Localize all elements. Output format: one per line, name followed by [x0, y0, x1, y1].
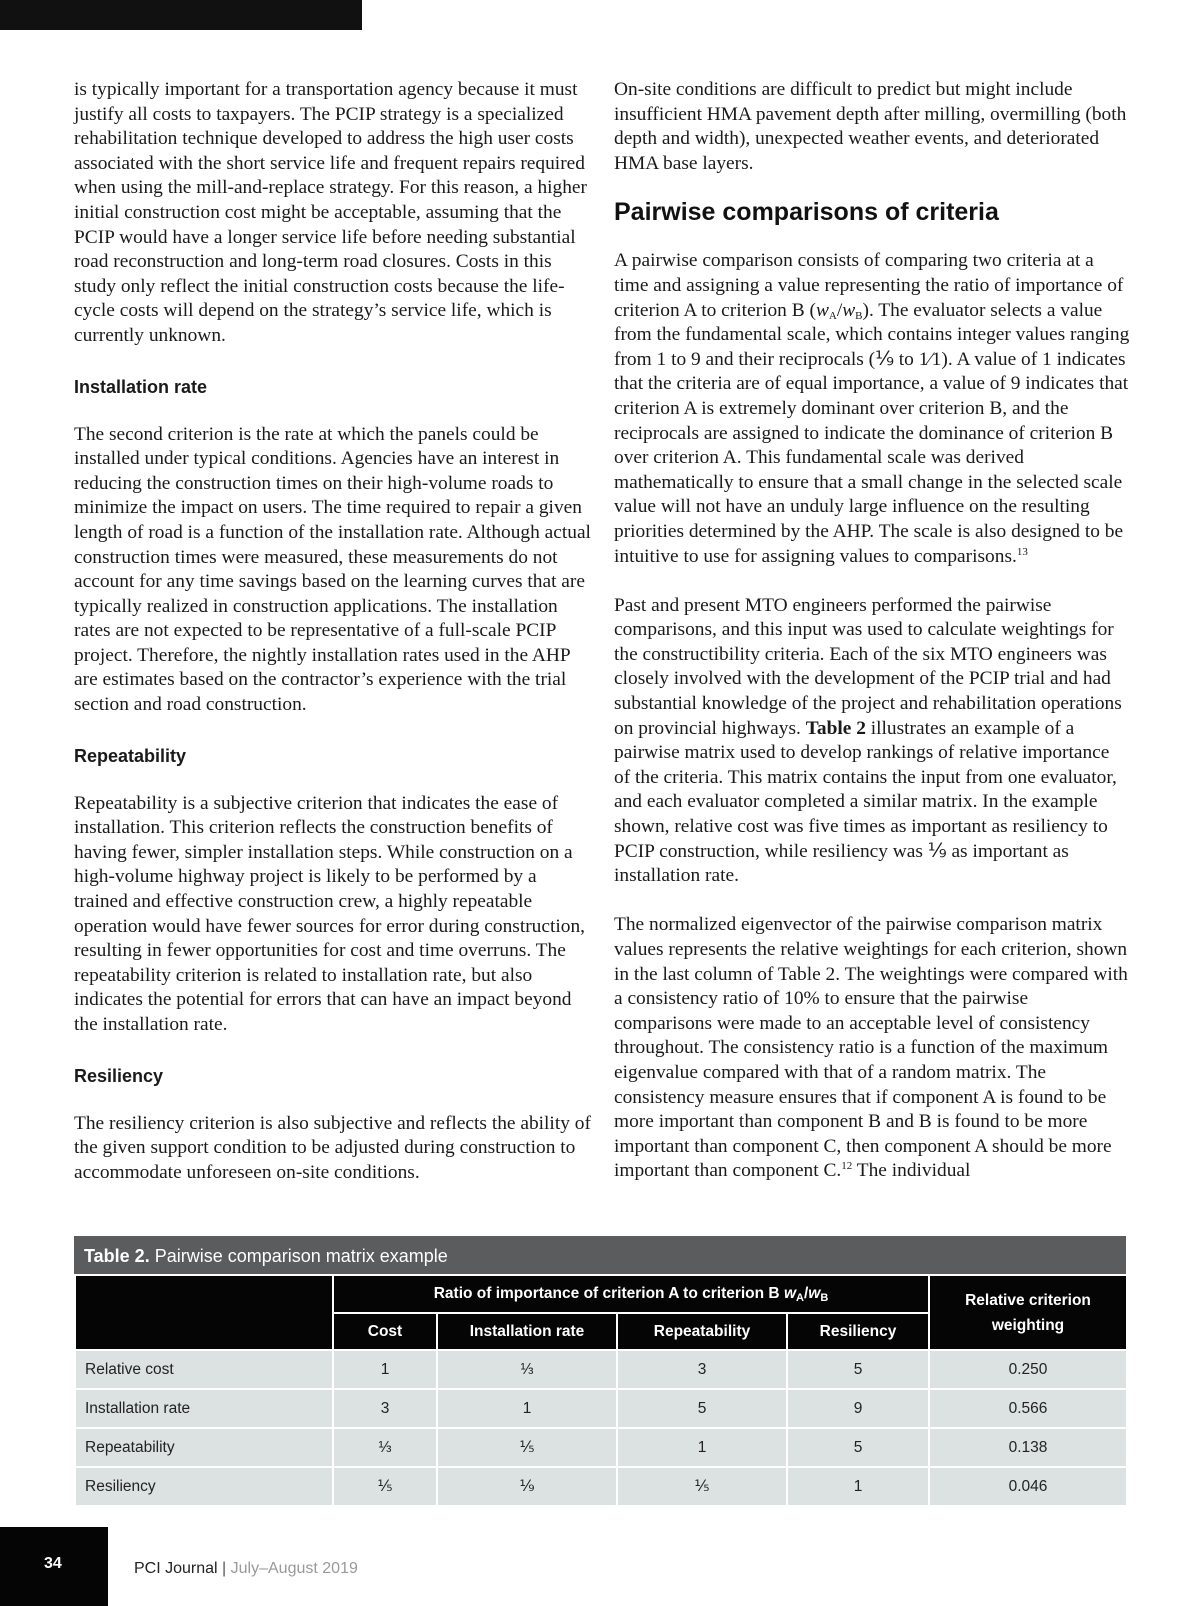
paragraph: is typically important for a transportation agency because it must justify all costs to taxpayers. The PCIP strategy is a specialized rehabilitation technique developed to address the high user costs associated with the short service life and frequent repairs required when using the mill-and-replace strategy. For this reason, a higher initial construction cost might be acceptable, assuming that the PCIP would have a longer service life before needing substantial road reconstruction and long-term road closures. Costs in this study only reflect the initial construction costs because the life-cycle costs will depend on the strategy’s service life, which is currently unknown. [74, 79, 587, 346]
header-bar [0, 0, 362, 30]
paragraph: Past and present MTO engineers performed the pairwise comparisons, and this input was used to calculate weightings for the constructibility criteria. Each of the six MTO engineers was closely involved with the development of the PCIP trial and had substantial knowledge of the project and rehabilitation operations on provincial highways. Table 2 illustrates an example of a pairwise matrix used to develop rankings of relative importance of the criteria. This matrix contains the input from one evaluator, and each evaluator completed a similar matrix. In the example shown, relative cost was five times as important as resiliency to PCIP construction, while resiliency was ⅑ as important as installation rate. [614, 594, 1122, 887]
paragraph: The resiliency criterion is also subjective and reflects the ability of the given support condition to be adjusted during construction to accommodate unforeseen on-site conditions. [74, 1112, 591, 1183]
column-header: Cost [333, 1313, 437, 1350]
table-cell: ⅕ [333, 1467, 437, 1506]
page-number-box [0, 1527, 108, 1606]
table-row [75, 1428, 1127, 1467]
footer [134, 1560, 358, 1578]
table-cell: 9 [787, 1389, 929, 1428]
table-cell: 1 [437, 1389, 617, 1428]
journal-name: PCI Journal [134, 1560, 218, 1577]
table-cell: 1 [787, 1467, 929, 1506]
table-cell: 1 [333, 1350, 437, 1389]
row-label: Installation rate [75, 1389, 333, 1428]
table-cell: ⅓ [333, 1428, 437, 1467]
subheading-installation-rate: Installation rate [74, 376, 208, 397]
page-number: 34 [44, 1555, 62, 1572]
group-header: Ratio of importance of criterion A to criterion B $w_A/w_B$ [333, 1275, 929, 1313]
weight-header: Relative criterion weighting [929, 1275, 1127, 1350]
table-row [75, 1350, 1127, 1389]
subheading-repeatability: Repeatability [74, 745, 187, 766]
table-cell: 3 [333, 1389, 437, 1428]
table-cell: 5 [617, 1389, 787, 1428]
section-heading: Pairwise comparisons of criteria [614, 198, 999, 227]
column-header: Repeatability [617, 1313, 787, 1350]
paragraph: The normalized eigenvector of the pairwise comparison matrix values represents the relative weightings for each criterion, shown in the last column of Table 2. The weightings were compared with a consistency ratio of 10% to ensure that the pairwise comparisons were made to an acceptable level of consistency throughout. The consistency ratio is a function of the maximum eigenvalue compared with that of a random matrix. The consistency measure ensures that if component A is found to be more important than component B and B is found to be more important than component C, then component A should be more important than component C.$^{12}$ The individual [614, 914, 1128, 1182]
table-cell: 3 [617, 1350, 787, 1389]
table-cell: 1 [617, 1428, 787, 1467]
table-row [75, 1389, 1127, 1428]
table-cell: ⅕ [617, 1467, 787, 1506]
table-cell: ⅑ [437, 1467, 617, 1506]
column-header: Installation rate [437, 1313, 617, 1350]
row-label: Repeatability [75, 1428, 333, 1467]
table-caption: Table 2. Pairwise comparison matrix example [74, 1236, 1126, 1274]
table-2 [74, 1236, 1126, 1507]
table-reference: Table 2 [805, 717, 866, 739]
column-header: Resiliency [787, 1313, 929, 1350]
corner-header [75, 1275, 333, 1350]
table-row [75, 1467, 1127, 1506]
row-label: Resiliency [75, 1467, 333, 1506]
paragraph: Repeatability is a subjective criterion that indicates the ease of installation. This criterion reflects the construction benefits of having fewer, simpler installation steps. While construction on a high-volume highway project is likely to be performed by a trained and effective construction crew, a highly repeatable operation would have fewer sources for error during construction, resulting in fewer opportunities for cost and time overruns. The repeatability criterion is related to installation rate, but also indicates the potential for errors that can have an impact beyond the installation rate. [74, 792, 585, 1035]
citation-12: 12 [841, 1160, 853, 1173]
row-label: Relative cost [75, 1350, 333, 1389]
table-cell: 5 [787, 1428, 929, 1467]
subheading-resiliency: Resiliency [74, 1065, 164, 1086]
footer-separator: | [222, 1560, 227, 1577]
pairwise-matrix-table [74, 1274, 1128, 1507]
table-cell: ⅕ [437, 1428, 617, 1467]
paragraph: The second criterion is the rate at which the panels could be installed under typical conditions. Agencies have an interest in reducing the construction times on their high-volume roads to minimize the impact on users. The time required to repair a given length of road is a function of the installation rate. Although actual construction times were measured, these measurements do not account for any time savings based on the learning curves that are typically realized in construction applications. The installation rates are not expected to be representative of a full-scale PCIP project. Therefore, the nightly installation rates used in the AHP are estimates based on the contractor’s experience with the trial section and road construction. [74, 423, 591, 716]
issue-date: July–August 2019 [230, 1560, 358, 1577]
weight-cell: 0.566 [929, 1389, 1127, 1428]
weight-cell: 0.138 [929, 1428, 1127, 1467]
paragraph: On-site conditions are difficult to predict but might include insufficient HMA pavement depth after milling, overmilling (both depth and width), unexpected weather events, and deteriorated HMA base layers. [614, 79, 1127, 174]
right-column [614, 78, 1130, 1184]
table-cell: ⅓ [437, 1350, 617, 1389]
weight-cell: 0.046 [929, 1467, 1127, 1506]
left-column [74, 78, 594, 1185]
table-cell: 5 [787, 1350, 929, 1389]
citation-13: 13 [1016, 545, 1028, 558]
paragraph: A pairwise comparison consists of comparing two criteria at a time and assigning a value representing the ratio of importance of criterion A to criterion B $(w_A/w_B)$. The evaluator selects a value from the fundamental scale, which contains integer values ranging from 1 to 9 and their reciprocals (⅑ to 1⁄1). A value of 1 indicates that the criteria are of equal importance, a value of 9 indicates that criterion A is extremely dominant over criterion B, and the reciprocals are assigned to indicate the dominance of criterion B over criterion A. This fundamental scale was derived mathematically to ensure that a small change in the selected scale value will not have an unduly large influence on the resulting priorities determined by the AHP. The scale is also designed to be intuitive to use for assigning values to comparisons.$^{13}$ [614, 250, 1130, 567]
weight-cell: 0.250 [929, 1350, 1127, 1389]
